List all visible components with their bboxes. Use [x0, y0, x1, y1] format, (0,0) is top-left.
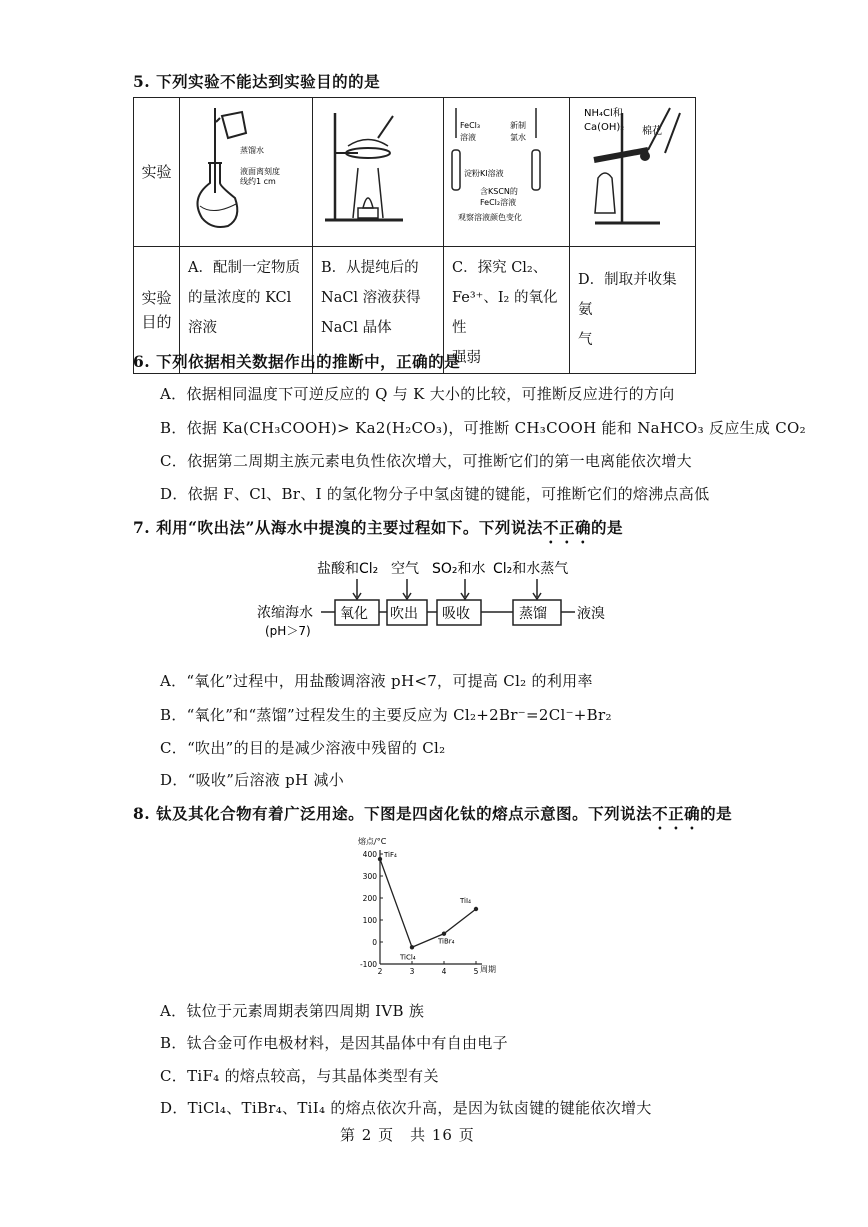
chart-ytick-label: 200 — [362, 894, 377, 903]
flow-input-2: 空气 — [391, 561, 419, 577]
experiment-b-image — [313, 98, 444, 247]
melting-point-chart — [350, 832, 510, 980]
chart-ytick-label: 300 — [362, 872, 377, 881]
chart-point-label: TiF₄ — [384, 851, 397, 860]
img-d-label1: NH₄Cl和 — [584, 108, 623, 119]
purpose-b: B．从提纯后的 NaCl 溶液获得 NaCl 晶体 — [313, 247, 444, 374]
experiment-d-image — [570, 98, 696, 247]
chart-ylabel: 熔点/°C — [358, 837, 387, 846]
img-c-label1: FeCl₃ — [460, 121, 481, 130]
q8-option-d: D．TiCl₄、TiBr₄、TiI₄ 的熔点依次升高，是因为钛卤键的键能依次增大 — [160, 1099, 652, 1117]
q7-stem: 7. 利用“吹出法”从海水中提溴的主要过程如下。下列说法不正确的是 — [133, 518, 623, 537]
flow-step-distill: 蒸馏 — [519, 606, 547, 622]
flow-input-3: SO₂和水 — [432, 561, 486, 577]
img-a-label3: 线约1 cm — [240, 177, 276, 186]
chart-point-label: TiBr₄ — [438, 937, 455, 946]
chart-ytick-label: -100 — [359, 960, 377, 969]
flow-input-4: Cl₂和水蒸气 — [493, 561, 569, 577]
img-c-label2: 溶液 — [460, 133, 476, 142]
chart-point — [442, 931, 446, 935]
chart-point-label: TiI₄ — [460, 897, 471, 905]
q6-option-a: A．依据相同温度下可逆反应的 Q 与 K 大小的比较，可推断反应进行的方向 — [160, 385, 675, 403]
q8-stem: 8. 钛及其化合物有着广泛用途。下图是四卤化钛的熔点示意图。下列说法不正确的是 — [133, 804, 733, 823]
q7-option-b: B．“氧化”和“蒸馏”过程发生的主要反应为 Cl₂+2Br⁻=2Cl⁻+Br₂ — [160, 706, 612, 724]
chart-ytick-label: 0 — [372, 938, 377, 947]
q8-option-a: A．钛位于元素周期表第四周期 IVB 族 — [160, 1002, 425, 1020]
purpose-a: A．配制一定物质 的量浓度的 KCl 溶液 — [180, 247, 313, 374]
q8-option-b: B．钛合金可作电极材料，是因其晶体中有自由电子 — [160, 1034, 508, 1052]
flow-step-absorb: 吸收 — [442, 606, 470, 622]
img-c-label6: 含KSCN的 — [480, 187, 518, 196]
row-purpose-header: 实验目的 — [134, 247, 180, 374]
img-c-label7: FeCl₂溶液 — [480, 198, 517, 207]
experiment-a-image — [180, 98, 313, 247]
chart-xtick-label: 2 — [377, 967, 383, 976]
q7-option-d: D．“吸收”后溶液 pH 减小 — [160, 771, 345, 789]
experiment-c-image — [444, 98, 570, 247]
chart-point — [378, 857, 382, 861]
img-d-label3: 棉花 — [642, 126, 662, 137]
q5-number: 5. — [133, 72, 151, 91]
chart-xlabel: 周期 — [480, 965, 496, 974]
chart-xtick-label: 4 — [441, 967, 447, 976]
q5-table — [133, 97, 696, 374]
chart-ytick-label: 100 — [362, 916, 377, 925]
row-experiment-header: 实验 — [134, 98, 180, 247]
img-c-label3: 新制 — [510, 121, 526, 130]
q5-stem — [133, 70, 380, 92]
q6-option-d: D．依据 F、Cl、Br、I 的氢化物分子中氢卤键的键能，可推断它们的熔沸点高低 — [160, 485, 710, 503]
img-c-label8: 观察溶液颜色变化 — [458, 213, 522, 222]
q6-stem: 6. 下列依据相关数据作出的推断中，正确的是 — [133, 352, 461, 371]
flow-step-blow: 吹出 — [390, 606, 418, 622]
chart-point-label: TiCl₄ — [400, 953, 416, 962]
q8-option-c: C．TiF₄ 的熔点较高，与其晶体类型有关 — [160, 1067, 439, 1085]
q7-flowchart — [255, 555, 615, 645]
chart-point — [474, 907, 478, 911]
q6-option-b: B．依据 Ka(CH₃COOH)> Ka2(H₂CO₃)，可推断 CH₃COOH 能和 NaHCO₃ 反应生成 CO₂ — [160, 419, 806, 437]
img-c-label4: 氯水 — [510, 133, 526, 142]
flow-end: 液溴 — [577, 606, 605, 622]
flow-step-oxidize: 氧化 — [340, 606, 368, 622]
img-a-label1: 蒸馏水 — [240, 146, 264, 155]
flow-input-1: 盐酸和Cl₂ — [317, 561, 379, 577]
chart-point — [410, 945, 414, 949]
q6-option-c: C．依据第二周期主族元素电负性依次增大，可推断它们的第一电离能依次增大 — [160, 452, 692, 470]
img-d-label2: Ca(OH)₂ — [584, 122, 625, 133]
purpose-c: C．探究 Cl₂、 Fe³⁺、I₂ 的氧化性 强弱 — [444, 247, 570, 374]
page-footer: 第 2 页 共 16 页 — [340, 1126, 475, 1144]
chart-xtick-label: 3 — [409, 967, 415, 976]
q7-option-c: C．“吹出”的目的是减少溶液中残留的 Cl₂ — [160, 739, 446, 757]
chart-xtick-label: 5 — [473, 967, 479, 976]
q7-option-a: A．“氧化”过程中，用盐酸调溶液 pH<7，可提高 Cl₂ 的利用率 — [160, 672, 593, 690]
flow-start: 浓缩海水 — [257, 605, 313, 621]
q5-stem-text: 下列实验不能达到实验目的的是 — [156, 72, 381, 91]
flow-start-note: (pH＞7) — [265, 624, 311, 638]
chart-ytick-label: 400 — [362, 850, 377, 859]
purpose-d: D．制取并收集氨 气 — [570, 247, 696, 374]
img-c-label5: 淀粉KI溶液 — [464, 169, 504, 178]
img-a-label2: 液面离刻度 — [240, 167, 280, 176]
